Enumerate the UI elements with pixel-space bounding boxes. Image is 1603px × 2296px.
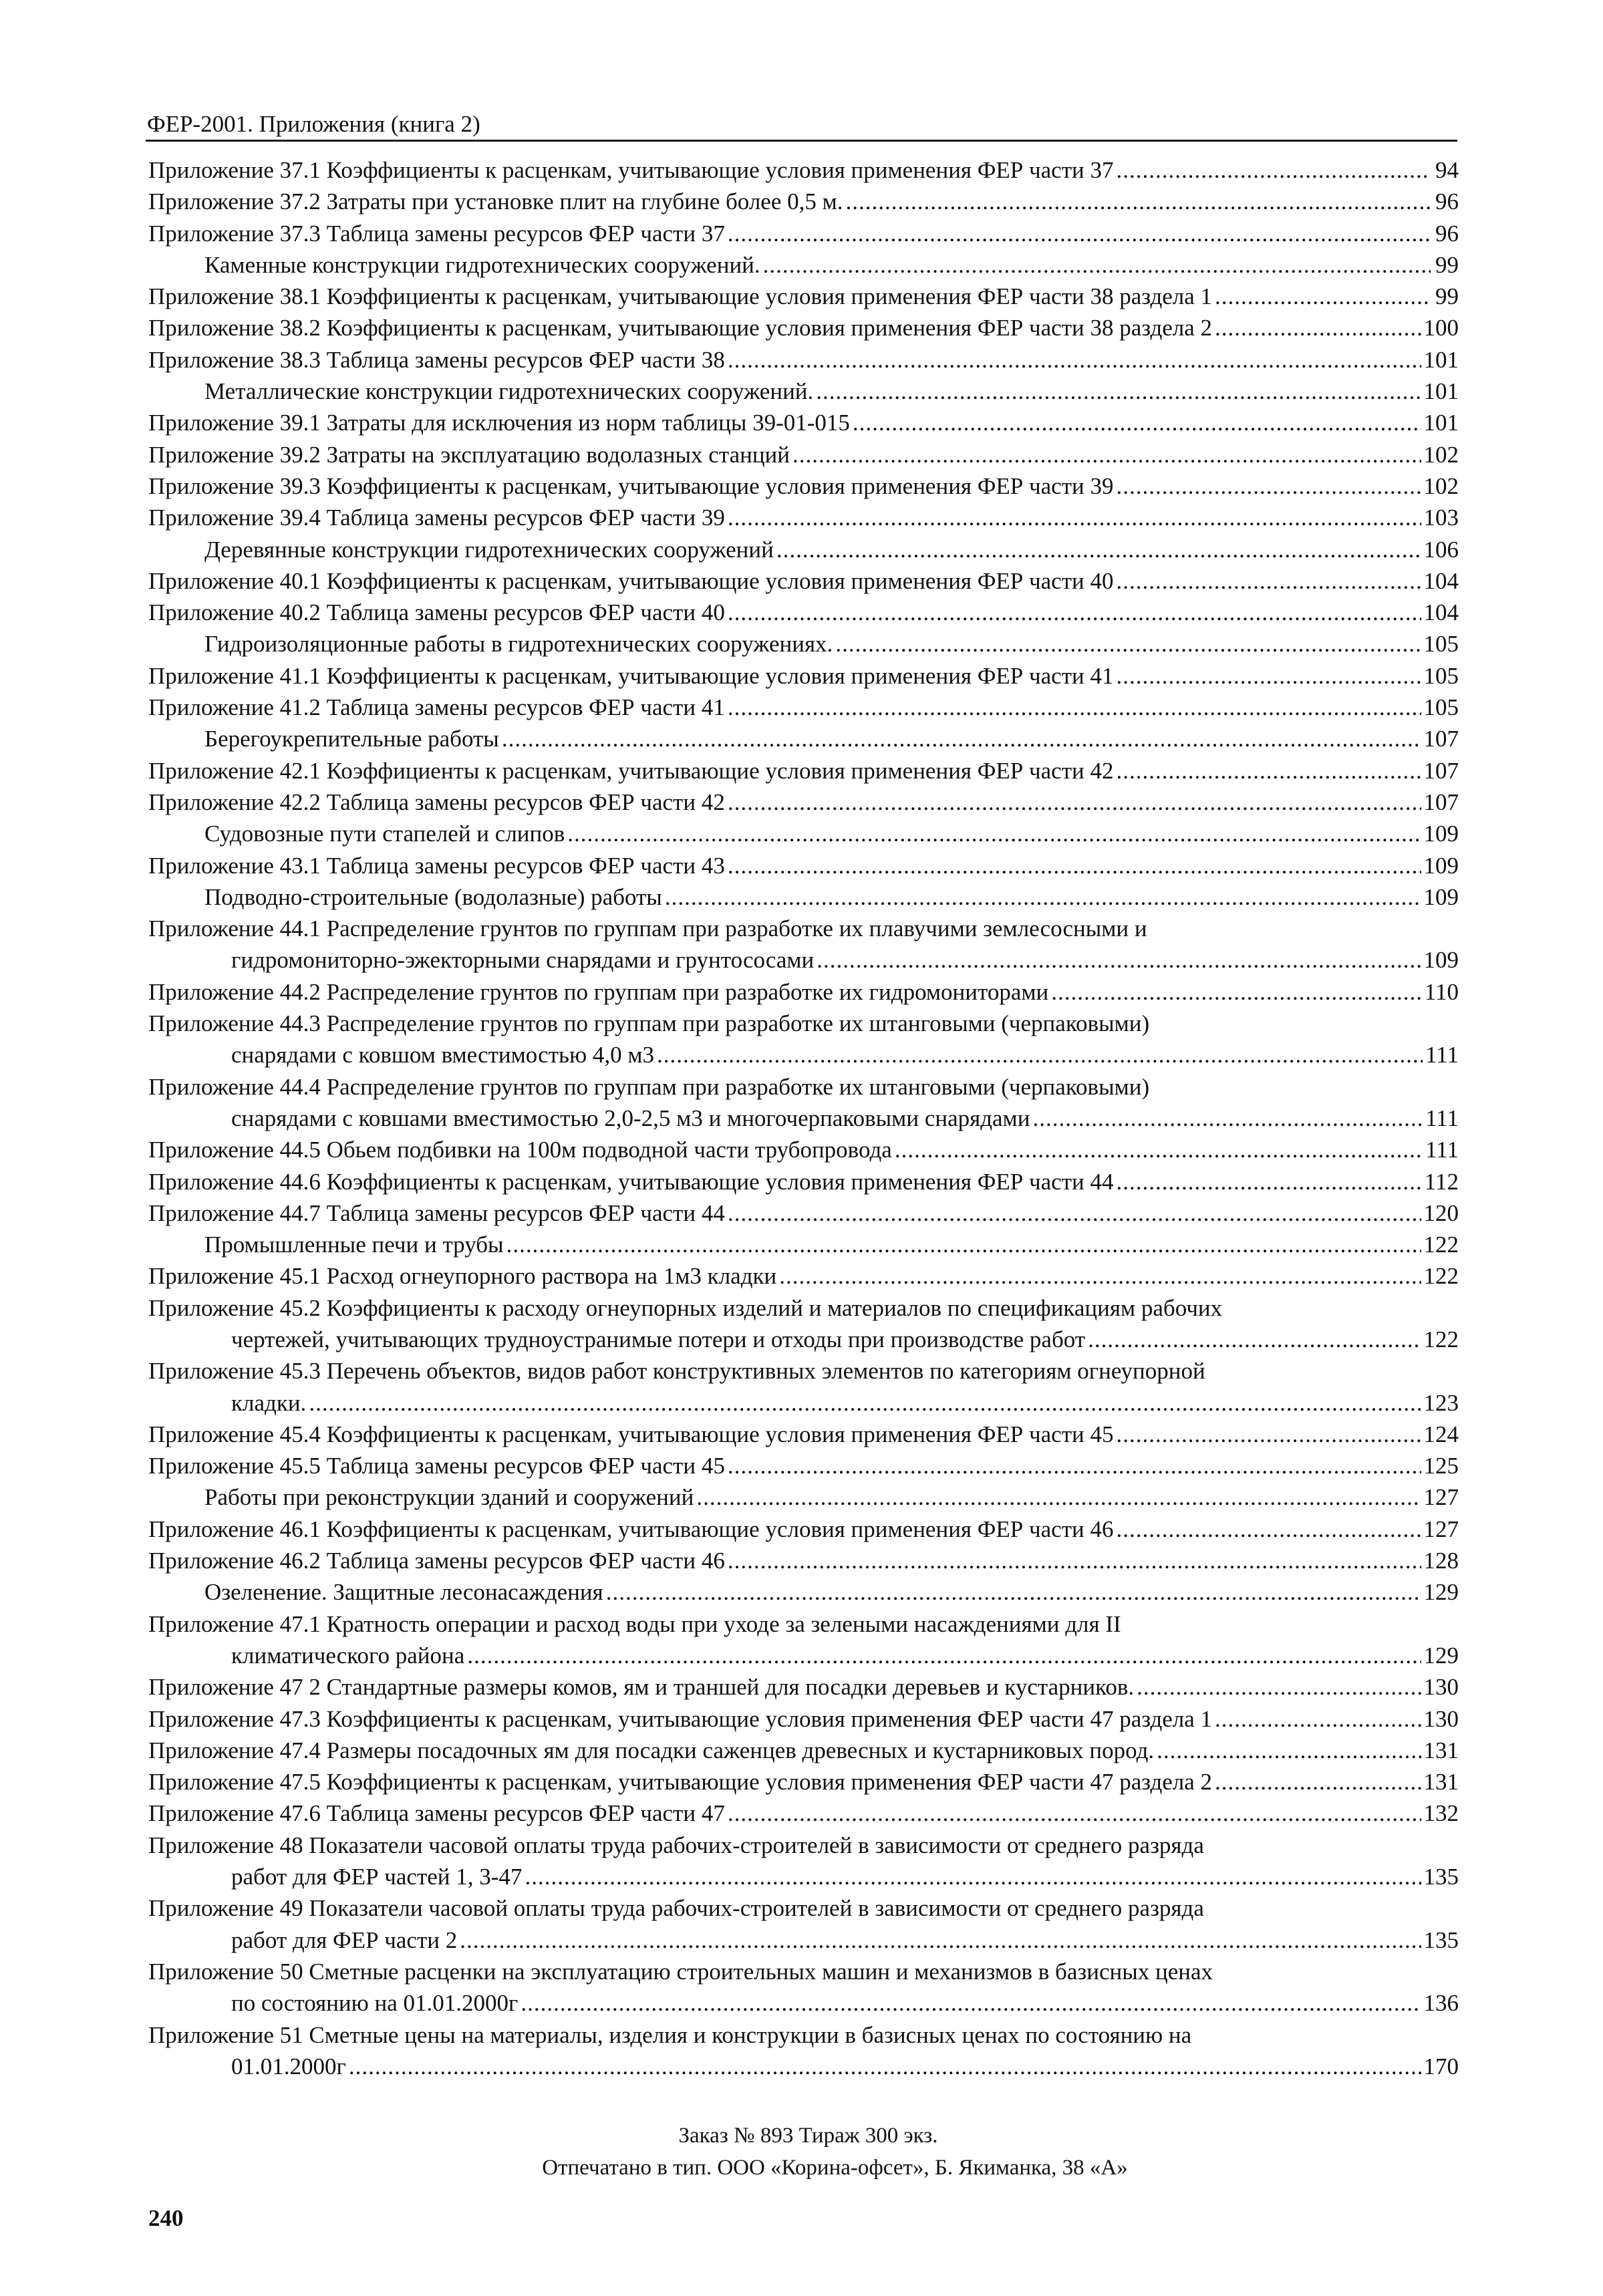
toc-entry: [148, 692, 1459, 723]
toc-entry-page: 111: [1425, 1042, 1459, 1068]
toc-entry-title: Приложение 41.2 Таблица замены ресурсов ФЕР части 41: [148, 694, 725, 721]
toc-section-heading: [148, 534, 1459, 565]
toc-entry-page: 131: [1423, 1737, 1459, 1763]
dot-leader: [728, 1450, 1421, 1481]
toc-entry-title: Судовозные пути стапелей и слипов: [204, 821, 565, 847]
toc-entry-page: 122: [1423, 1326, 1459, 1352]
toc-entry: [148, 1766, 1459, 1798]
toc-entry-page: 101: [1423, 346, 1459, 373]
toc-entry-page: 122: [1423, 1232, 1459, 1258]
toc-entry-title: Приложение 44.5 Обьем подбивки на 100м подводной части трубопровода: [148, 1137, 892, 1163]
toc-section-heading: [148, 723, 1459, 754]
toc-entry: [148, 1892, 1459, 1956]
toc-entry: [148, 154, 1459, 186]
dot-leader: [525, 1861, 1421, 1892]
toc-entry-title: Приложение 45.4 Коэффициенты к расценкам, учитывающие условия применения ФЕР части 45: [148, 1421, 1114, 1447]
dot-leader: [728, 502, 1421, 533]
toc-entry-page: 101: [1423, 410, 1459, 436]
toc-entry-page: 109: [1423, 821, 1459, 847]
print-order-info: Заказ № 893 Тираж 300 экз.: [678, 2124, 938, 2148]
toc-entry-title: Приложение 38.3 Таблица замены ресурсов ФЕР части 38: [148, 346, 725, 373]
dot-leader: [1116, 1514, 1421, 1545]
toc-entry: [148, 1071, 1459, 1135]
toc-entry-page: 102: [1423, 441, 1459, 468]
toc-entry-page: 109: [1423, 947, 1459, 974]
toc-entry: [148, 186, 1459, 217]
toc-entry-title: Приложение 44.7 Таблица замены ресурсов ФЕР части 44: [148, 1199, 725, 1226]
toc-entry-title: Деревянные конструкции гидротехнических сооружений: [204, 536, 774, 563]
dot-leader: [696, 1481, 1421, 1513]
toc-entry-page: 99: [1435, 283, 1459, 310]
toc-entry-page: 127: [1423, 1484, 1459, 1511]
toc-entry-title: Приложение 38.2 Коэффициенты к расценкам, учитывающие условия применения ФЕР части 38 раздела 2: [148, 315, 1213, 341]
dot-leader: [1215, 1766, 1421, 1798]
toc-entry: [148, 1008, 1459, 1071]
dot-leader: [1032, 1103, 1423, 1134]
toc-entry: [148, 1735, 1459, 1766]
dot-leader: [728, 1197, 1421, 1229]
toc-entry-page: 120: [1423, 1199, 1459, 1226]
dot-leader: [506, 1229, 1421, 1260]
dot-leader: [792, 439, 1421, 470]
dot-leader: [728, 344, 1421, 376]
dot-leader: [728, 1545, 1421, 1576]
toc-entry: [148, 565, 1459, 597]
toc-section-heading: [148, 818, 1459, 849]
toc-entry-title: Приложение 44.6 Коэффициенты к расценкам, учитывающие условия применения ФЕР части 44: [148, 1168, 1114, 1195]
toc-entry-page: 136: [1423, 1990, 1459, 2017]
toc-entry-title-line: Приложение 51 Сметные цены на материалы, изделия и конструкции в базисных ценах по состоянию на: [148, 2021, 1192, 2048]
toc-entry: [148, 1134, 1459, 1165]
toc-entry: [148, 1514, 1459, 1545]
toc-entry-title-line: климатического района: [231, 1642, 465, 1669]
dot-leader: [567, 818, 1421, 849]
printer-info: Отпечатано в тип. ООО «Корина-офсет», Б. Якиманка, 38 «А»: [542, 2156, 1128, 2180]
toc-entry-title: Приложение 44.2 Распределение грунтов по группам при разработке их гидромониторами: [148, 978, 1049, 1005]
dot-leader: [502, 723, 1421, 754]
toc-entry: [148, 1798, 1459, 1829]
toc-entry-title-line: снарядами с ковшом вместимостью 4,0 м3: [231, 1042, 654, 1068]
toc-entry-page: 112: [1424, 1168, 1459, 1195]
toc-entry-page: 130: [1423, 1705, 1459, 1732]
table-of-contents: [148, 154, 1459, 2082]
toc-entry: [148, 407, 1459, 438]
toc-entry: [148, 755, 1459, 786]
toc-entry: [148, 1166, 1459, 1197]
toc-section-heading: [148, 628, 1459, 660]
toc-entry-page: 104: [1423, 567, 1459, 594]
toc-entry-title: Приложение 37.1 Коэффициенты к расценкам, учитывающие условия применения ФЕР части 37: [148, 157, 1114, 183]
toc-entry-page: 107: [1423, 788, 1459, 815]
toc-entry-title: Приложение 45.5 Таблица замены ресурсов ФЕР части 45: [148, 1453, 725, 1479]
toc-entry-page: 107: [1423, 757, 1459, 784]
dot-leader: [1116, 1166, 1421, 1197]
toc-section-heading: [148, 1481, 1459, 1513]
dot-leader: [817, 944, 1421, 976]
toc-entry-title: Приложение 47.3 Коэффициенты к расценкам, учитывающие условия применения ФЕР части 47 раздела 1: [148, 1705, 1213, 1732]
toc-section-heading: [148, 1576, 1459, 1608]
dot-leader: [665, 881, 1421, 913]
dot-leader: [1215, 281, 1431, 312]
toc-entry-page: 129: [1423, 1642, 1459, 1669]
dot-leader: [606, 1576, 1421, 1608]
dot-leader: [1215, 312, 1421, 343]
toc-entry: [148, 1956, 1459, 2019]
toc-entry: [148, 1292, 1459, 1356]
toc-entry-page: 135: [1423, 1864, 1459, 1890]
toc-entry-title: Приложение 46.2 Таблица замены ресурсов ФЕР части 46: [148, 1548, 725, 1574]
toc-entry-title: Приложение 39.1 Затраты для исключения из норм таблицы 39-01-015: [148, 410, 850, 436]
toc-entry-page: 123: [1423, 1389, 1459, 1416]
toc-entry-page: 99: [1435, 251, 1459, 278]
toc-entry: [148, 597, 1459, 628]
toc-entry: [148, 976, 1459, 1008]
dot-leader: [835, 628, 1421, 660]
toc-entry-title-line: Приложение 50 Сметные расценки на эксплуатацию строительных машин и механизмов в базисных ценах: [148, 1958, 1213, 1985]
toc-entry-title: Подводно-строительные (водолазные) работы: [204, 883, 662, 910]
dot-leader: [1116, 755, 1421, 786]
toc-entry-title-line: Приложение 45.3 Перечень объектов, видов работ конструктивных элементов по категориям огнеупорной: [148, 1358, 1205, 1385]
toc-entry-title: Гидроизоляционные работы в гидротехнических сооружениях.: [204, 631, 833, 658]
toc-entry-title: Приложение 40.2 Таблица замены ресурсов ФЕР части 40: [148, 599, 725, 626]
toc-entry-title: Приложение 40.1 Коэффициенты к расценкам, учитывающие условия применения ФЕР части 40: [148, 567, 1114, 594]
dot-leader: [728, 218, 1431, 249]
toc-entry-title: Приложение 39.3 Коэффициенты к расценкам, учитывающие условия применения ФЕР части 39: [148, 472, 1114, 499]
toc-entry: [148, 1450, 1459, 1481]
dot-leader: [846, 186, 1431, 217]
dot-leader: [467, 1640, 1421, 1671]
toc-entry-page: 124: [1423, 1421, 1459, 1447]
toc-entry-page: 104: [1423, 599, 1459, 626]
toc-entry: [148, 1545, 1459, 1576]
toc-entry-title: Приложение 37.3 Таблица замены ресурсов ФЕР части 37: [148, 220, 725, 247]
toc-entry-title: Приложение 39.2 Затраты на эксплуатацию водолазных станций: [148, 441, 790, 468]
toc-entry-title: Приложение 46.1 Коэффициенты к расценкам, учитывающие условия применения ФЕР части 46: [148, 1516, 1114, 1542]
toc-entry-title-line: чертежей, учитывающих трудноустранимые потери и отходы при производстве работ: [231, 1326, 1086, 1352]
toc-entry-page: 105: [1423, 662, 1459, 689]
running-header: ФЕР-2001. Приложения (книга 2): [147, 111, 480, 137]
toc-entry-page: 127: [1423, 1516, 1459, 1542]
toc-entry-page: 111: [1425, 1137, 1459, 1163]
dot-leader: [1137, 1671, 1421, 1703]
dot-leader: [728, 692, 1421, 723]
toc-section-heading: [148, 376, 1459, 407]
toc-entry-page: 94: [1435, 157, 1459, 183]
toc-entry-page: 128: [1423, 1548, 1459, 1574]
toc-entry-title: Приложение 37.2 Затраты при установке плит на глубине более 0,5 м.: [148, 188, 843, 215]
dot-leader: [1116, 470, 1421, 502]
toc-entry-page: 110: [1424, 978, 1459, 1005]
dot-leader: [1088, 1324, 1421, 1355]
toc-entry: [148, 1671, 1459, 1703]
toc-entry: [148, 470, 1459, 502]
toc-section-heading: [148, 249, 1459, 281]
toc-entry-page: 109: [1423, 852, 1459, 879]
toc-entry: [148, 850, 1459, 881]
toc-entry-page: 101: [1423, 378, 1459, 405]
toc-entry-title-line: Приложение 44.1 Распределение грунтов по группам при разработке их плавучими землесосными и: [148, 915, 1147, 942]
toc-entry-page: 111: [1425, 1105, 1459, 1131]
toc-entry: [148, 913, 1459, 976]
toc-entry: [148, 1830, 1459, 1893]
toc-entry: [148, 786, 1459, 818]
toc-entry-title-line: снарядами с ковшами вместимостью 2,0-2,5 м3 и многочерпаковыми снарядами: [231, 1105, 1030, 1131]
toc-entry-title: Приложение 41.1 Коэффициенты к расценкам, учитывающие условия применения ФЕР части 41: [148, 662, 1114, 689]
toc-entry-title: Приложение 47.4 Размеры посадочных ям для посадки саженцев древесных и кустарниковых пород.: [148, 1737, 1155, 1763]
toc-entry-title: Приложение 42.2 Таблица замены ресурсов ФЕР части 42: [148, 788, 725, 815]
toc-entry: [148, 1419, 1459, 1450]
toc-entry: [148, 312, 1459, 343]
toc-entry-title: Приложение 47.6 Таблица замены ресурсов ФЕР части 47: [148, 1800, 725, 1827]
toc-entry-title: Приложение 39.4 Таблица замены ресурсов ФЕР части 39: [148, 505, 725, 531]
toc-entry-page: 102: [1423, 472, 1459, 499]
toc-entry-page: 132: [1423, 1800, 1459, 1827]
toc-entry-page: 96: [1435, 188, 1459, 215]
dot-leader: [728, 786, 1421, 818]
toc-entry-title-line: работ для ФЕР частей 1, 3-47: [231, 1864, 523, 1890]
toc-entry-page: 106: [1423, 536, 1459, 563]
toc-entry-page: 170: [1423, 2053, 1459, 2079]
toc-entry: [148, 660, 1459, 692]
dot-leader: [763, 249, 1431, 281]
dot-leader: [895, 1134, 1423, 1165]
toc-entry-page: 96: [1435, 220, 1459, 247]
toc-entry-title: Приложение 47 2 Стандартные размеры комов, ям и траншей для посадки деревьев и кустарников.: [148, 1674, 1135, 1701]
toc-entry-title: Металлические конструкции гидротехнических сооружений.: [204, 378, 814, 405]
toc-entry-page: 125: [1423, 1453, 1459, 1479]
toc-entry-page: 107: [1423, 726, 1459, 752]
dot-leader: [728, 1798, 1421, 1829]
toc-entry: [148, 1608, 1459, 1672]
dot-leader: [816, 376, 1421, 407]
toc-entry-title: Промышленные печи и трубы: [204, 1232, 504, 1258]
toc-entry-title: Берегоукрепительные работы: [204, 726, 499, 752]
toc-entry-title-line: работ для ФЕР части 2: [231, 1926, 458, 1953]
dot-leader: [728, 597, 1421, 628]
toc-entry-title-line: кладки.: [231, 1389, 307, 1416]
toc-entry-title: Приложение 47.5 Коэффициенты к расценкам, учитывающие условия применения ФЕР части 47 раздела 2: [148, 1769, 1213, 1796]
dot-leader: [1116, 660, 1421, 692]
dot-leader: [1116, 154, 1431, 186]
dot-leader: [1116, 565, 1421, 597]
toc-entry-title: Приложение 45.1 Расход огнеупорного раствора на 1м3 кладки: [148, 1263, 777, 1290]
toc-entry: [148, 218, 1459, 249]
toc-entry-page: 100: [1423, 315, 1459, 341]
dot-leader: [521, 1987, 1421, 2019]
dot-leader: [1157, 1735, 1421, 1766]
toc-entry-title-line: 01.01.2000г: [231, 2053, 346, 2079]
dot-leader: [728, 850, 1421, 881]
toc-section-heading: [148, 881, 1459, 913]
toc-entry-title-line: Приложение 45.2 Коэффициенты к расходу огнеупорных изделий и материалов по спецификациям рабочих: [148, 1294, 1223, 1321]
dot-leader: [779, 1260, 1421, 1292]
toc-entry-title: Каменные конструкции гидротехнических сооружений.: [204, 251, 760, 278]
toc-entry-title-line: Приложение 49 Показатели часовой оплаты труда рабочих-строителей в зависимости от среднего разряда: [148, 1895, 1204, 1922]
dot-leader: [309, 1387, 1421, 1419]
toc-entry-page: 130: [1423, 1674, 1459, 1701]
page-number: 240: [148, 2205, 184, 2231]
toc-entry: [148, 1355, 1459, 1419]
dot-leader: [460, 1924, 1421, 1956]
dot-leader: [657, 1039, 1423, 1070]
toc-entry-title-line: Приложение 44.4 Распределение грунтов по группам при разработке их штанговыми (черпаковыми): [148, 1073, 1150, 1100]
dot-leader: [1215, 1703, 1421, 1735]
dot-leader: [1051, 976, 1422, 1008]
toc-entry-title: Приложение 38.1 Коэффициенты к расценкам, учитывающие условия применения ФЕР части 38 раздела 1: [148, 283, 1213, 310]
toc-entry: [148, 344, 1459, 376]
dot-leader: [776, 534, 1421, 565]
toc-entry-page: 129: [1423, 1579, 1459, 1606]
toc-entry-title-line: Приложение 44.3 Распределение грунтов по группам при разработке их штанговыми (черпаковыми): [148, 1010, 1150, 1037]
header-rule: [146, 140, 1457, 142]
toc-entry-page: 135: [1423, 1926, 1459, 1953]
toc-entry-page: 122: [1423, 1263, 1459, 1290]
toc-entry-title: Приложение 42.1 Коэффициенты к расценкам, учитывающие условия применения ФЕР части 42: [148, 757, 1114, 784]
toc-entry-title-line: Приложение 47.1 Кратность операции и расход воды при уходе за зелеными насаждениями для II: [148, 1610, 1121, 1637]
toc-entry-page: 105: [1423, 631, 1459, 658]
dot-leader: [853, 407, 1421, 438]
toc-entry: [148, 1703, 1459, 1735]
toc-entry-title-line: по состоянию на 01.01.2000г: [231, 1990, 519, 2017]
toc-entry-page: 105: [1423, 694, 1459, 721]
toc-entry: [148, 1197, 1459, 1229]
dot-leader: [1116, 1419, 1421, 1450]
toc-entry-title-line: гидромониторно-эжекторными снарядами и грунтососами: [231, 947, 815, 974]
toc-entry: [148, 281, 1459, 312]
toc-entry-page: 131: [1423, 1769, 1459, 1796]
toc-entry-page: 109: [1423, 883, 1459, 910]
toc-section-heading: [148, 1229, 1459, 1260]
toc-entry: [148, 2019, 1459, 2083]
toc-entry: [148, 439, 1459, 470]
dot-leader: [349, 2051, 1421, 2082]
toc-entry: [148, 1260, 1459, 1292]
toc-entry-title: Озеленение. Защитные лесонасаждения: [204, 1579, 603, 1606]
toc-entry-title: Приложение 43.1 Таблица замены ресурсов ФЕР части 43: [148, 852, 725, 879]
toc-entry-title-line: Приложение 48 Показатели часовой оплаты труда рабочих-строителей в зависимости от среднего разряда: [148, 1832, 1204, 1858]
toc-entry: [148, 502, 1459, 533]
toc-entry-title: Работы при реконструкции зданий и сооружений: [204, 1484, 694, 1511]
toc-entry-page: 103: [1423, 505, 1459, 531]
